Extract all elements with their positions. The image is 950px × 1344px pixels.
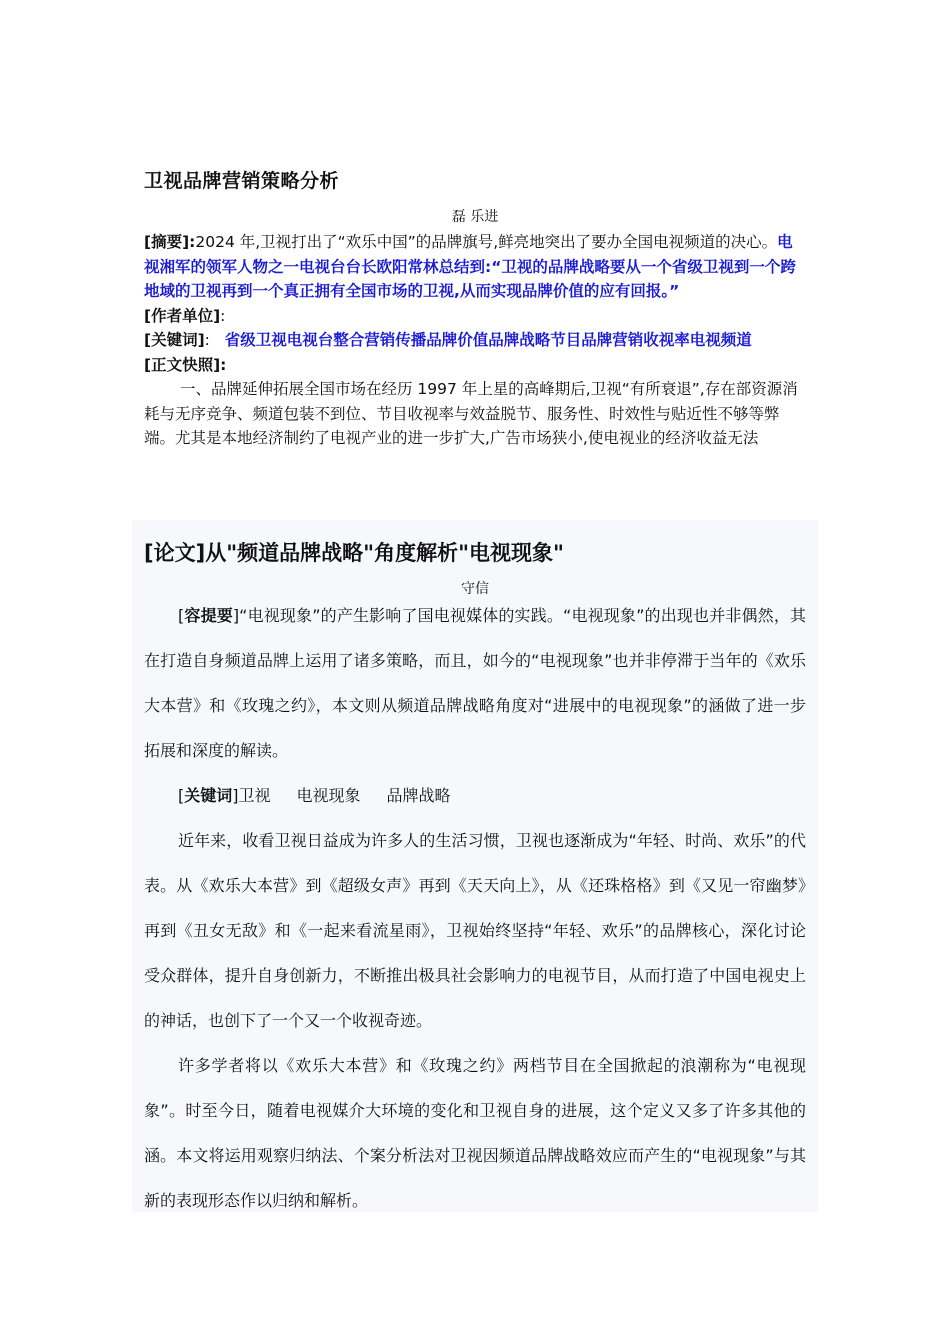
article-author: 磊 乐进 — [451, 209, 499, 225]
keyword-item: 卫视 — [238, 786, 271, 805]
paper-author: 守信 — [461, 581, 489, 597]
paper-abstract-text: “电视现象”的产生影响了国电视媒体的实践。“电视现象”的出现也并非偶然，其在打造自身频道品牌上运用了诸多策略，而且，如今的“电视现象”也并非停滞于当年的《欢乐大本营》和《玫瑰之约》，本文则从频道品牌战略角度对“进展中的电视现象”的涵做了进一步拓展和深度的解读。 — [144, 606, 806, 760]
keywords-bracket-close: ] — [232, 786, 239, 805]
article-summary-section — [144, 230, 806, 451]
paper-body — [144, 593, 806, 1223]
abstract-bracket-open: [ — [178, 606, 185, 625]
keywords-text: 省级卫视电视台整合营销传播品牌价值品牌战略节目品牌营销收视率电视频道 — [224, 331, 752, 349]
abstract-label: [摘要] — [144, 233, 190, 251]
keywords-line — [144, 328, 806, 353]
keywords-separator: : — [204, 331, 210, 349]
article-title: 卫视品牌营销策略分析 — [144, 170, 340, 192]
keywords-bracket-open: [ — [178, 786, 185, 805]
paper-title: [论文]从"频道品牌战略"角度解析"电视现象" — [144, 541, 564, 565]
keyword-item: 品牌战略 — [386, 786, 451, 805]
body-paragraph: 近年来，收看卫视日益成为许多人的生活习惯，卫视也逐渐成为“年轻、时尚、欢乐”的代表。从《欢乐大本营》到《超级女声》再到《天天向上》，从《还珠格格》到《又见一帘幽梦》再到《丑女无敌》和《一起来看流星雨》，卫视始终坚持“年轻、欢乐”的品牌核心，深化讨论受众群体，提升自身创新力，不断推出极具社会影响力的电视节目，从而打造了中国电视史上的神话，也创下了一个又一个收视奇迹。 — [144, 831, 806, 1030]
excerpt-text: 一、品牌延伸拓展全国市场在经历 1997 年上星的高峰期后,卫视“有所衰退”,存在部资源消耗与无序竞争、频道包装不到位、节目收视率与效益脱节、服务性、时效性与贴近性不够等弊端。尤其是本地经济制约了电视产业的进一步扩大,广告市场狭小,使电视业的经济收益无法 — [144, 380, 798, 447]
excerpt-label-line — [144, 353, 806, 378]
author-unit-label: [作者单位] — [144, 306, 221, 325]
abstract-quote: 电视湘军的领军人物之一电视台台长欧阳常林总结到:“卫视的品牌战略要从一个省级卫视到一个跨地域的卫视再到一个真正拥有全国市场的卫视,从而实现品牌价值的应有回报。” — [144, 233, 796, 300]
excerpt-separator: : — [220, 355, 227, 374]
abstract-text: 2024 年,卫视打出了“欢乐中国”的品牌旗号,鲜亮地突出了要办全国电视频道的决心。 — [195, 233, 778, 251]
paper-keywords — [144, 773, 806, 818]
keywords-label: [关键词] — [144, 331, 205, 349]
author-unit-line — [144, 304, 806, 329]
abstract-bracket-close: ] — [232, 606, 240, 625]
author-unit-separator: : — [220, 306, 226, 325]
paper-abstract — [144, 593, 806, 773]
paper-keywords-label: 关键词 — [184, 786, 233, 805]
excerpt-label: [正文快照] — [144, 355, 221, 374]
abstract-separator: : — [189, 233, 196, 251]
body-paragraph: 许多学者将以《欢乐大本营》和《玫瑰之约》两档节目在全国掀起的浪潮称为“电视现象”。时至今日，随着电视媒介大环境的变化和卫视自身的进展，这个定义又多了许多其他的涵。本文将运用观察归纳法、个案分析法对卫视因频道品牌战略效应而产生的“电视现象”与其新的表现形态作以归纳和解析。 — [144, 1056, 806, 1210]
abstract-paragraph — [144, 230, 806, 304]
keyword-item: 电视现象 — [296, 786, 361, 805]
paper-abstract-label: 容提要 — [184, 606, 233, 625]
